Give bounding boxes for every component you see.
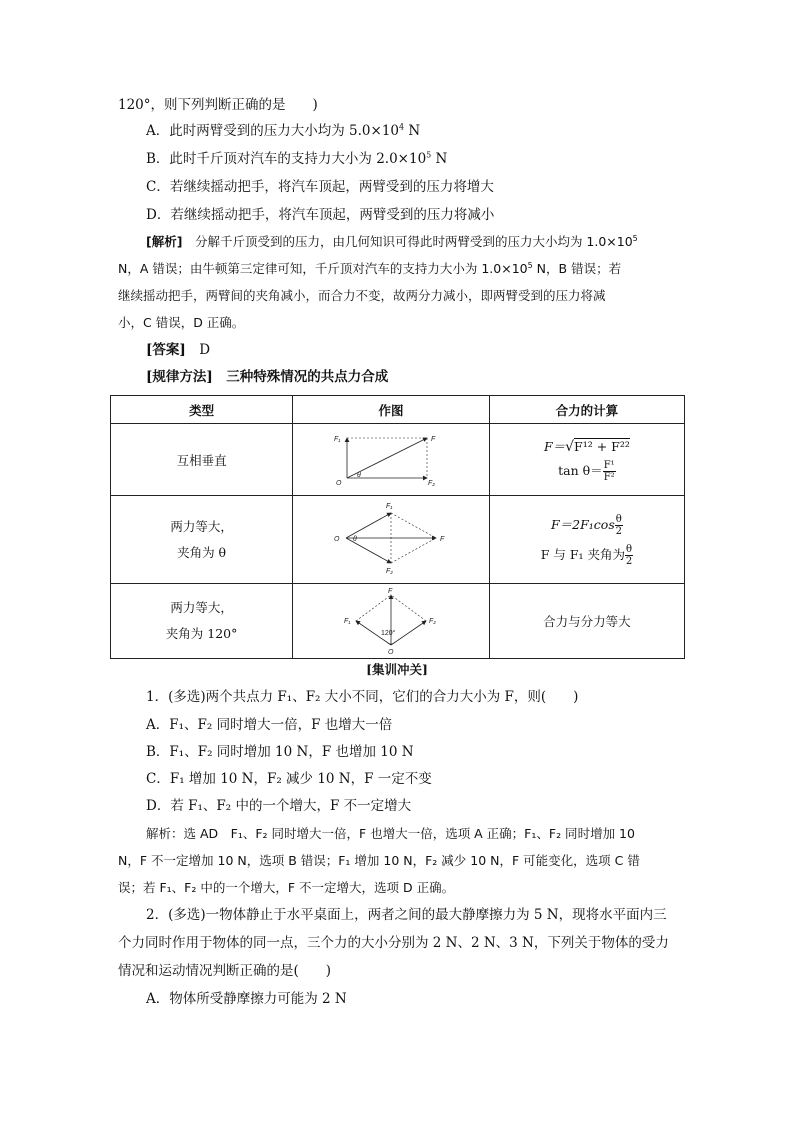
svg-text:F₂: F₂ (428, 617, 436, 625)
q1-solution-line-2: N，F 不一定增加 10 N，选项 B 错误；F₁ 增加 10 N，F₂ 减少 10 N，F 可能变化，选项 C 错 (118, 853, 640, 868)
svg-text:F₁: F₁ (333, 436, 341, 443)
force-composition-table (110, 395, 685, 659)
q2-option-a: A．物体所受静摩擦力可能为 2 N (146, 991, 347, 1007)
answer-line (146, 341, 210, 359)
svg-text:O: O (335, 480, 342, 487)
svg-text:θ: θ (356, 472, 361, 479)
analysis-tag: [解析] (146, 234, 183, 249)
option-a: A．此时两臂受到的压力大小均为 $5.0\times 10^4$ N (146, 122, 421, 139)
perpendicular-diagram (331, 428, 451, 488)
q2-stem-line-2: 个力同时作用于物体的同一点，三个力的大小分别为 2 N、2 N、3 N，下列关于物体的受力 (118, 935, 669, 951)
table-row-perpendicular (111, 424, 685, 496)
angle-formula: F 与 F₁ 夹角为 $\frac{\theta}{2}$ (540, 543, 633, 567)
q1-option-a: A．F₁、F₂ 同时增大一倍，F 也增大一倍 (146, 717, 393, 733)
method-tag: [规律方法] (146, 369, 213, 385)
analysis-line-3: 继续摇动把手，两臂间的夹角减小，而合力不变，故两分力减小，即两臂受到的压力将减 (118, 288, 606, 303)
method-title: 三种特殊情况的共点力合成 (226, 369, 389, 385)
header-type: 类型 (111, 396, 293, 424)
svg-text:F₂: F₂ (385, 568, 393, 575)
svg-text:F₂: F₂ (427, 480, 435, 487)
header-calc: 合力的计算 (489, 396, 684, 424)
120-degree-diagram (336, 585, 446, 655)
question-stem-tail: 120°，则下列判断正确的是 ) (118, 97, 318, 113)
svg-text:θ: θ (352, 536, 357, 543)
figure-cell (293, 496, 490, 584)
svg-text:F: F (430, 436, 436, 443)
type-cell: 互相垂直 (111, 424, 293, 496)
q1-stem: 1．(多选)两个共点力 F₁、F₂ 大小不同，它们的合力大小为 F，则( ) (146, 689, 579, 705)
svg-text:F: F (439, 536, 445, 543)
calc-cell (489, 496, 684, 584)
analysis-line-2: N，A 错误；由牛顿第三定律可知，千斤顶对汽车的支持力大小为 $1.0\times 10^5$ N，B 错误；若 (118, 260, 622, 276)
q2-stem-line-1: 2．(多选)一物体静止于水平桌面上，两者之间的最大静摩擦力为 5 N，现将水平面内三 (146, 907, 667, 923)
q1-option-b: B．F₁、F₂ 同时增加 10 N，F 也增加 10 N (146, 744, 414, 760)
q2-stem-line-3: 情况和运动情况判断正确的是( ) (118, 963, 332, 979)
resultant-formula: F＝√F¹² + F²² (543, 438, 630, 455)
equal-force-formula: F＝2F₁cos $\frac{\theta}{2}$ (551, 513, 622, 537)
table-header-row (111, 396, 685, 424)
q1-option-d: D．若 F₁、F₂ 中的一个增大，F 不一定增大 (146, 798, 412, 814)
option-b: B．此时千斤顶对汽车的支持力大小为 $2.0\times 10^5$ N (146, 150, 448, 167)
option-d: D．若继续摇动把手，将汽车顶起，两臂受到的压力将减小 (146, 207, 495, 223)
svg-text:F: F (387, 587, 393, 595)
option-c: C．若继续摇动把手，将汽车顶起，两臂受到的压力将增大 (146, 179, 494, 195)
svg-text:120°: 120° (380, 629, 396, 637)
figure-cell (293, 584, 490, 659)
q1-solution-line-3: 误；若 F₁、F₂ 中的一个增大，F 不一定增大，选项 D 正确。 (118, 880, 455, 895)
svg-text:O: O (333, 536, 340, 543)
q1-solution-line-1: 解析：选 AD F₁、F₂ 同时增大一倍，F 也增大一倍，选项 A 正确；F₁、F₂ 同时增加 10 (146, 826, 635, 841)
calc-cell (489, 424, 684, 496)
answer-value: D (199, 342, 211, 358)
section-title: [集训冲关] (366, 662, 428, 677)
method-line (146, 368, 388, 386)
svg-text:F₁: F₁ (385, 503, 393, 510)
tangent-formula: tan θ＝ $\frac{\text{F¹}}{\text{F²}}$ (558, 459, 615, 483)
analysis-line-1: [解析] 分解千斤顶受到的压力，由几何知识可得此时两臂受到的压力大小均为 $1.0\times 10^5$ (146, 233, 638, 249)
table-row-120 (111, 584, 685, 659)
rhombus-diagram (326, 499, 456, 577)
figure-cell (293, 424, 490, 496)
table-row-equal-theta (111, 496, 685, 584)
type-cell: 两力等大， 夹角为 120° (111, 584, 293, 659)
calc-cell: 合力与分力等大 (489, 584, 684, 659)
analysis-line-4: 小，C 错误，D 正确。 (118, 315, 245, 330)
type-cell: 两力等大， 夹角为 θ (111, 496, 293, 584)
header-figure: 作图 (293, 396, 490, 424)
svg-text:F₁: F₁ (343, 617, 351, 625)
svg-text:O: O (387, 648, 394, 655)
q1-option-c: C．F₁ 增加 10 N，F₂ 减少 10 N，F 一定不变 (146, 771, 432, 787)
answer-tag: [答案] (146, 342, 186, 358)
